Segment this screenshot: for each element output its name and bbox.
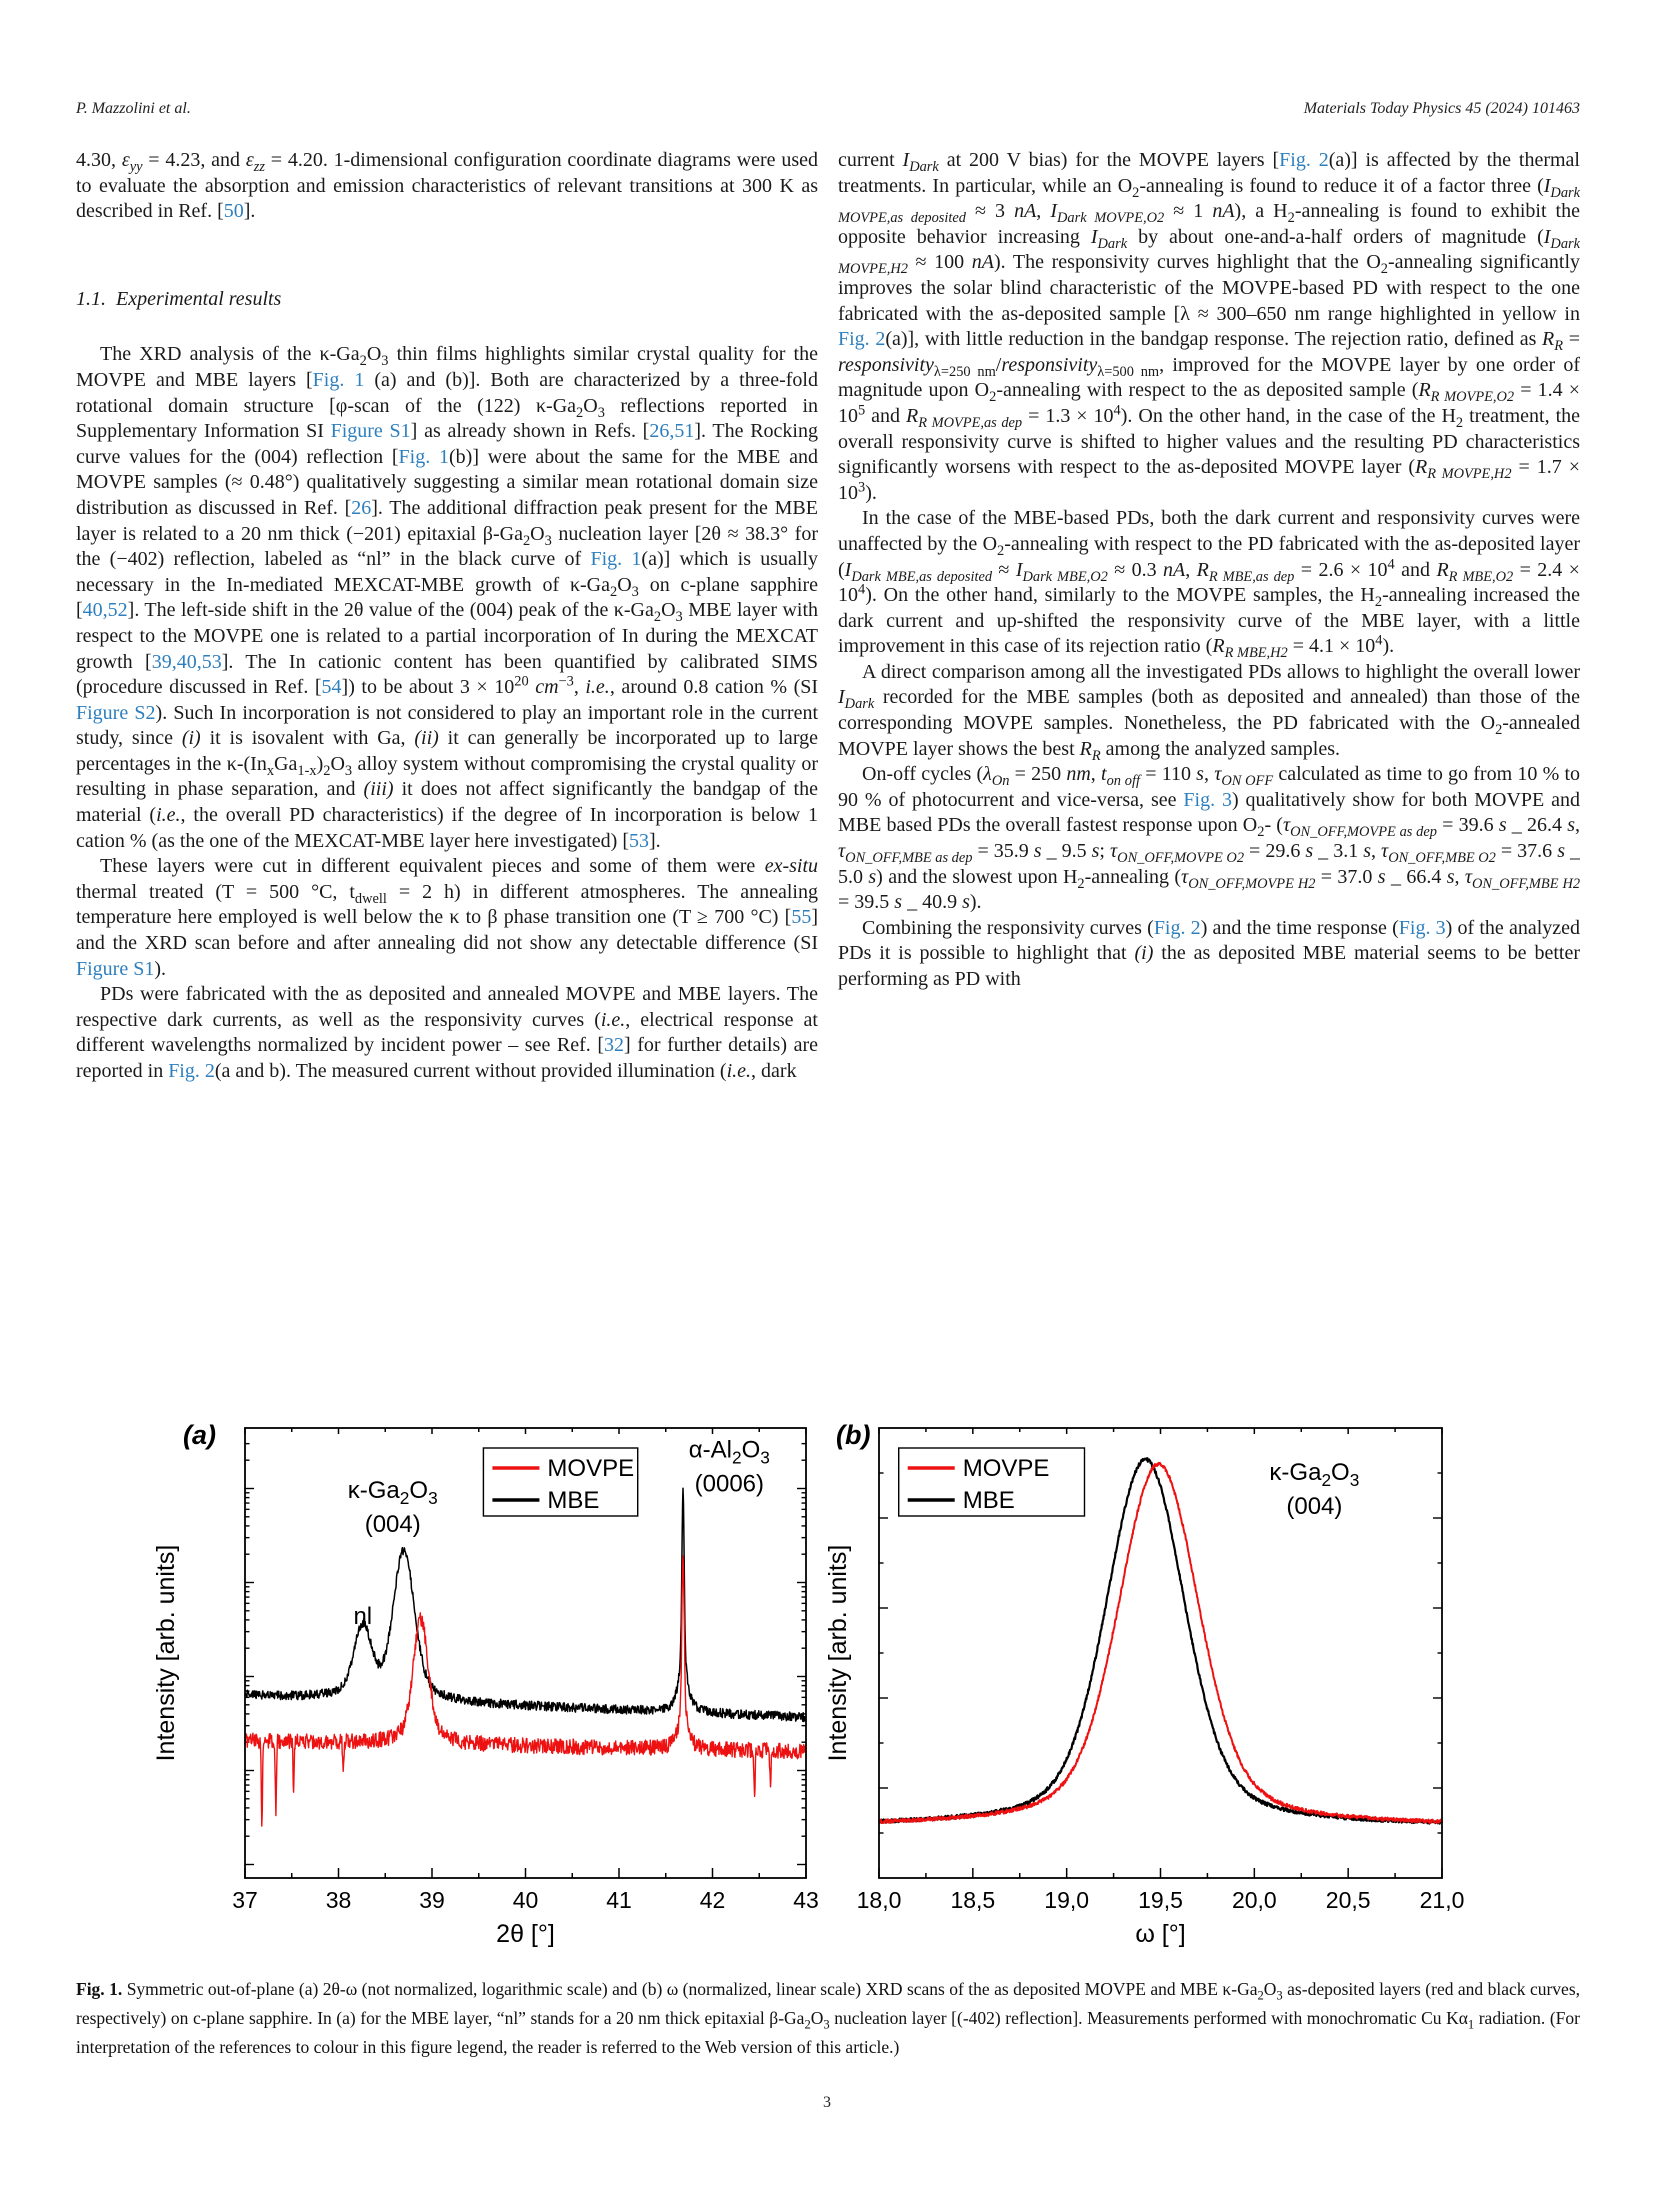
figure-caption-label: Fig. 1. — [76, 1979, 123, 1999]
legend-label-mbe: MBE — [962, 1487, 1015, 1514]
annotation: (004) — [364, 1510, 421, 1538]
xrd-omega-chart — [794, 1420, 1494, 1952]
citation-link[interactable]: 54 — [321, 676, 342, 699]
x-tick-label: 37 — [232, 1887, 258, 1913]
citation-link[interactable]: Fig. 2 — [1153, 916, 1201, 939]
legend-label-movpe: MOVPE — [962, 1455, 1050, 1482]
curve-mbe — [245, 1488, 806, 1721]
x-tick-label: 42 — [699, 1887, 726, 1913]
figure-caption — [76, 1975, 1580, 2062]
citation-link[interactable]: Fig. 2 — [1279, 149, 1329, 171]
annotation: (004) — [1286, 1492, 1343, 1520]
citation-link[interactable]: 40,52 — [82, 599, 128, 622]
paragraph: In the case of the MBE-based PDs, both the dark current and responsivity curves were unaffected by the $O_2$-annealing with respect to the PD fabricated with the as-deposited layer ($I_{Dark MBE,as deposited} \approx I_{Dark MBE,O2} \approx 0.3$ nA, $R_{R MBE,as dep} = 2.6 \times 10^4$ and $R_{R MBE,O2} = 2.4 \times 10^4$). On the other hand, similarly to the MOVPE samples, the $H_2$-annealing increased the dark current and up-shifted the responsivity curve of the MBE layer, with a little improvement in this case of its rejection ratio $(R_{R MBE,H2} = 4.1 \times 10^4)$. — [838, 507, 1580, 662]
figure-caption-text: Symmetric out-of-plane (a) 2θ-ω (not normalized, logarithmic scale) and (b) ω (normalized, linear scale) XRD scans of the as deposited MOVPE and MBE $\kappa-Ga_2O_3$ as-deposited layers (red and black curves, respectively) on c-plane sapphire. In (a) for the MBE layer, “nl” stands for a 20 nm thick epitaxial $\beta-Ga_2O_3$ nucleation layer [(-402) reflection]. Measurements performed with monochromatic Cu $K\alpha_1$ radiation. (For interpretation of the references to colour in this figure legend, the reader is referred to the Web version of this article.) — [76, 1979, 1581, 2057]
citation-link[interactable]: Fig. 1 — [590, 548, 642, 571]
y-axis-title: Intensity [arb. units] — [824, 1544, 852, 1762]
paragraph: The XRD analysis of the $\kappa-Ga_2O_3$ thin films highlights similar crystal quality for the MOVPE and MBE layers [Fig. 1 (a) and (b)]. Both are characterized by a three-fold rotational domain structure [φ-scan of the (122) $\kappa-Ga_2O_3$ reflections reported in Supplementary Information SI Figure S1] as already shown in Refs. [26,51]. The Rocking curve values for the (004) reflection [Fig. 1(b)] were about the same for the MBE and MOVPE samples (≈ 0.48°) qualitatively suggesting a similar mean rotational domain size distribution as discussed in Ref. [26]. The additional diffraction peak present for the MBE layer is related to a 20 nm thick (−201) epitaxial $\beta-Ga_2O_3$ nucleation layer [2θ ≈ 38.3° for the (−402) reflection, labeled as “nl” in the black curve of Fig. 1(a)] which is usually necessary in the In-mediated MEXCAT-MBE growth of $\kappa-Ga_2O_3$ on c-plane sapphire [40,52]. The left-side shift in the 2θ value of the (004) peak of the $\kappa-Ga_2O_3$ MBE layer with respect to the MOVPE one is related to a partial incorporation of In during the MEXCAT growth [39,40,53]. The In cationic content has been quantified by calibrated SIMS (procedure discussed in Ref. [54]) to be about $3 \times 10^{20}$ $cm^{-3}$, i.e., around 0.8 cation % (SI Figure S2). Such In incorporation is not considered to play an important role in the current study, since (i) it is isovalent with Ga, (ii) it can generally be incorporated up to large percentages in the $\kappa-(In_xGa_{1-x})_2O_3$ alloy system without compromising the crystal quality or resulting in phase separation, and (iii) it does not affect significantly the bandgap of the material (i.e., the overall PD characteristics) if the degree of In incorporation is below 1 cation % (as the one of the MEXCAT-MBE layer here investigated) [53]. — [76, 343, 818, 852]
x-axis-title: ω [°] — [1135, 1920, 1186, 1948]
citation-link[interactable]: 32 — [604, 1034, 625, 1057]
citation-link[interactable]: 50 — [223, 200, 244, 223]
paragraph: current $I_{Dark}$ at 200 V bias) for the MOVPE layers [Fig. 2(a)] is affected by the thermal treatments. In particular, while an $O_2$-annealing is found to reduce it of a factor three ($I_{Dark MOVPE,as deposited} \approx 3$ nA, $I_{Dark MOVPE,O2} \approx 1$ nA), a $H_2$-annealing is found to exhibit the opposite behavior increasing $I_{Dark}$ by about one-and-a-half orders of magnitude ($I_{Dark MOVPE,H2} \approx 100$ nA). The responsivity curves highlight that the $O_2$-annealing significantly improves the solar blind characteristic of the MOVPE-based PD with respect to the one fabricated with the as-deposited sample [λ ≈ 300–650 nm range highlighted in yellow in Fig. 2(a)], with little reduction in the bandgap response. The rejection ratio, defined as $R_R$ = responsivity$_{\lambda=250 nm}$/responsivity$_{\lambda=500 nm}$, improved for the MOVPE layer by one order of magnitude upon $O_2$-annealing with respect to the as deposited sample ($R_{R MOVPE,O2} = 1.4 \times 10^5$ and $R_{R MOVPE,as dep} = 1.3 \times 10^4$). On the other hand, in the case of the $H_2$ treatment, the overall responsivity curve is shifted to higher values and the resulting PD characteristics significantly worsens with respect to the as-deposited MOVPE layer $(R_{R MOVPE,H2} = 1.7 \times 10^3)$. — [838, 149, 1580, 504]
paragraph: These layers were cut in different equivalent pieces and some of them were ex-situ thermal treated (T = 500 °C, $t_{dwell} = 2$ h) in different atmospheres. The annealing temperature here employed is well below the κ to β phase transition one (T ≥ 700 °C) [55] and the XRD scan before and after annealing did not show any detectable difference (SI Figure S1). — [76, 855, 818, 980]
x-tick-label: 19,5 — [1138, 1887, 1183, 1913]
page-number: 3 — [823, 2094, 831, 2111]
x-tick-label: 41 — [606, 1887, 632, 1913]
annotation: $\alpha-Al_2O_3$ — [688, 1436, 770, 1468]
citation-link[interactable]: Fig. 2 — [838, 328, 886, 351]
citation-link[interactable]: 55 — [791, 906, 812, 929]
x-tick-label: 40 — [512, 1887, 539, 1913]
paragraph: 4.30, $\varepsilon_{yy} = 4.23$, and $\varepsilon_{zz} = 4.20$. 1-dimensional configuration coordinate diagrams were used to evaluate the absorption and emission characteristics of relevant transitions at 300 K as described in Ref. [50]. — [76, 149, 818, 223]
x-tick-label: 19,0 — [1044, 1887, 1090, 1913]
figure-panel-b-label: (b) — [836, 1420, 871, 1450]
paragraph: Combining the responsivity curves (Fig. 2) and the time response (Fig. 3) of the analyzed PDs it is possible to highlight that (i) the as deposited MBE material seems to be better performing as PD with — [838, 916, 1580, 990]
annotation: (0006) — [694, 1470, 765, 1498]
x-tick-label: 43 — [793, 1887, 819, 1913]
right-column — [838, 148, 1580, 1416]
y-axis-title: Intensity [arb. units] — [152, 1544, 180, 1762]
citation-link[interactable]: Fig. 3 — [1398, 916, 1446, 939]
curve-movpe — [879, 1463, 1442, 1823]
citation-link[interactable]: Fig. 1 — [398, 445, 449, 468]
annotation: $\kappa-Ga_2O_3$ — [347, 1476, 438, 1508]
paragraph: A direct comparison among all the investigated PDs allows to highlight the overall lower $I_{Dark}$ recorded for the MBE samples (both as deposited and annealed) than those of the corresponding MOVPE samples. Nonetheless, the PD fabricated with the $O_2$-annealed MOVPE layer shows the best $R_R$ among the analyzed samples. — [838, 660, 1580, 764]
x-axis-title: 2θ [°] — [496, 1920, 555, 1948]
citation-link[interactable]: Fig. 2 — [168, 1060, 215, 1082]
x-tick-label: 20,0 — [1231, 1887, 1277, 1913]
x-tick-label: 18,5 — [950, 1887, 996, 1913]
citation-link[interactable]: Figure S2 — [76, 701, 156, 724]
annotation: nl — [353, 1602, 373, 1630]
x-tick-label: 18,0 — [856, 1887, 902, 1913]
paragraph: PDs were fabricated with the as deposited and annealed MOVPE and MBE layers. The respective dark currents, as well as the responsivity curves (i.e., electrical response at different wavelengths normalized by incident power – see Ref. [32] for further details) are reported in Fig. 2(a and b). The measured current without provided illumination (i.e., dark — [76, 983, 818, 1082]
citation-link[interactable]: 53 — [629, 829, 649, 852]
x-tick-label: 39 — [419, 1887, 445, 1913]
left-column — [76, 148, 818, 1416]
header-journal: Materials Today Physics 45 (2024) 101463 — [1303, 100, 1580, 117]
legend-label-movpe: MOVPE — [547, 1455, 635, 1482]
citation-link[interactable]: Fig. 1 — [312, 368, 365, 391]
citation-link[interactable]: 39,40,53 — [151, 650, 222, 673]
citation-link[interactable]: Fig. 3 — [1183, 788, 1232, 811]
header-authors: P. Mazzolini et al. — [76, 100, 191, 117]
annotation: $\kappa-Ga_2O_3$ — [1269, 1458, 1360, 1490]
paragraph: On-off cycles ($\lambda_{On} = 250$ nm, $t_{on off} = 110$ s, $\tau_{ON OFF}$ calculated as time to go from 10 % to 90 % of photocurrent and vice-versa, see Fig. 3) qualitatively show for both MOVPE and MBE based PDs the overall fastest response upon $O_2-$ ($\tau_{ON\_OFF,MOVPE as dep} = 39.6$ s _ 26.4 s, $\tau_{ON\_OFF,MBE as dep} = 35.9$ s _ 9.5 s; $\tau_{ON\_OFF,MOVPE O2} = 29.6$ s _ 3.1 s, $\tau_{ON\_OFF,MBE O2} = 37.6$ s _ 5.0 s) and the slowest upon $H_2$-annealing ($\tau_{ON\_OFF,MOVPE H2} = 37.0$ s _ 66.4 s, $\tau_{ON\_OFF,MBE H2} = 39.5$ s _ 40.9 s). — [838, 763, 1580, 914]
xrd-2theta-omega-chart — [140, 1420, 820, 1952]
x-tick-label: 38 — [325, 1887, 352, 1913]
x-tick-label: 20,5 — [1325, 1887, 1371, 1913]
x-tick-label: 21,0 — [1419, 1887, 1465, 1913]
section-heading: 1.1. Experimental results — [76, 287, 282, 310]
figure-panel-a-label: (a) — [183, 1420, 216, 1450]
citation-link[interactable]: 26 — [351, 496, 372, 519]
citation-link[interactable]: Figure S1 — [330, 420, 411, 443]
citation-link[interactable]: 26,51 — [649, 420, 695, 443]
legend-label-mbe: MBE — [547, 1487, 600, 1514]
citation-link[interactable]: Figure S1 — [76, 957, 155, 980]
